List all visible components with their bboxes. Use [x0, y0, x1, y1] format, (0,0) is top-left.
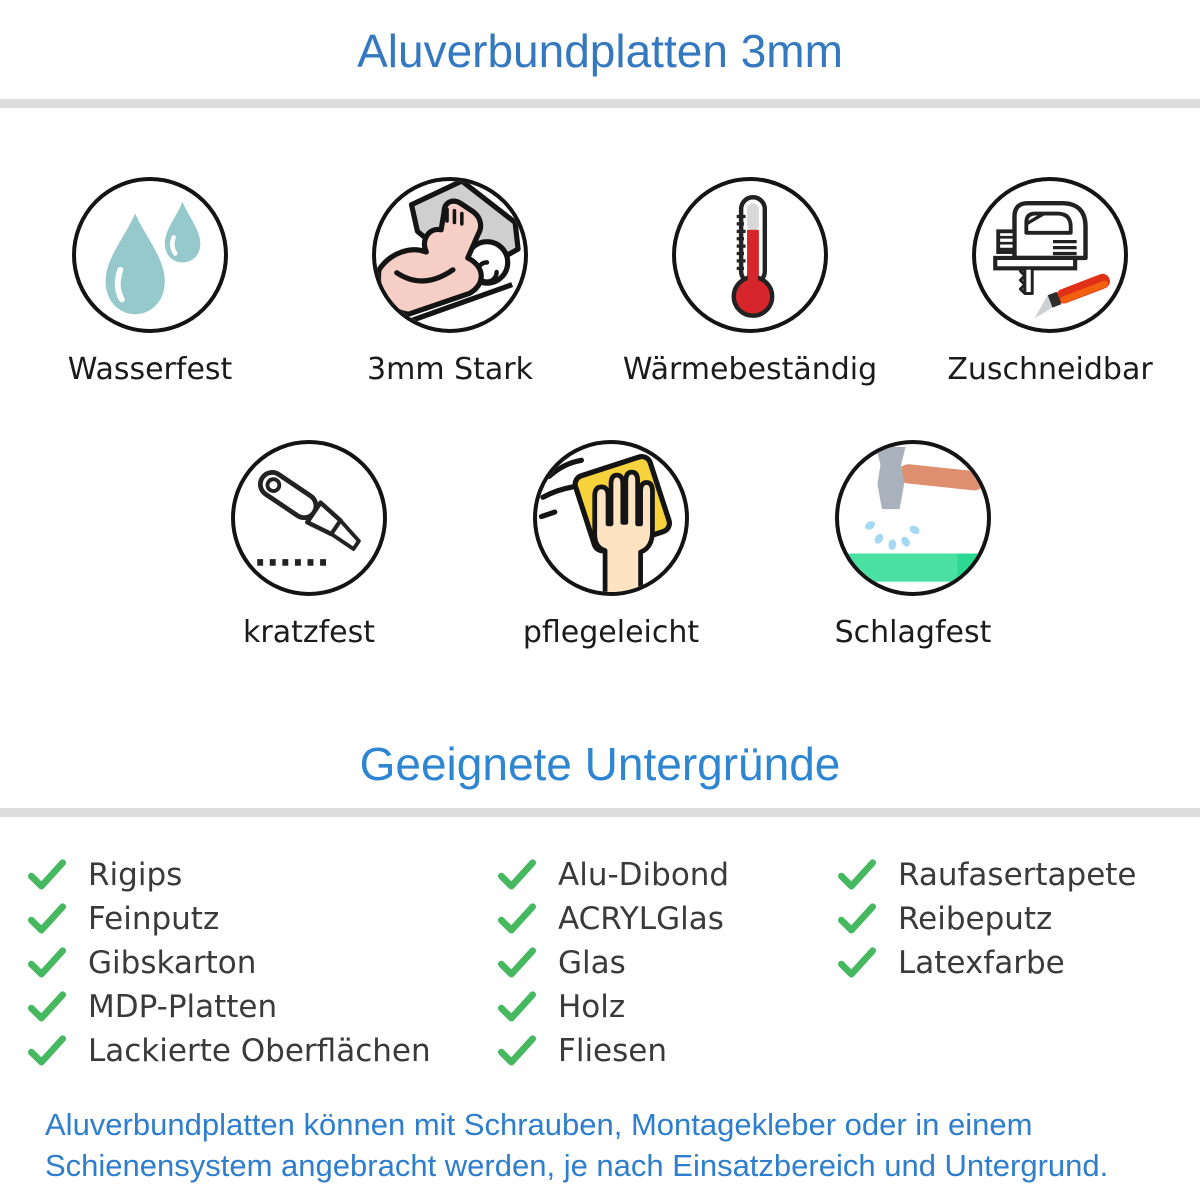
- utility-knife-icon: [231, 440, 387, 596]
- check-icon: [28, 947, 66, 979]
- list-item: [28, 897, 431, 941]
- list-item: [838, 941, 1137, 985]
- check-icon: [498, 1035, 536, 1067]
- list-item: [498, 985, 729, 1029]
- feature-label: Schlagfest: [834, 615, 992, 650]
- list-item-label: MDP-Platten: [88, 989, 278, 1025]
- check-icon: [838, 859, 876, 891]
- divider-top: [0, 99, 1200, 108]
- list-item-label: Gibskarton: [88, 945, 257, 981]
- check-icon: [498, 903, 536, 935]
- feature-label: 3mm Stark: [367, 352, 533, 387]
- list-item-label: ACRYLGlas: [558, 901, 724, 937]
- list-item-label: Glas: [558, 945, 626, 981]
- list-item-label: Holz: [558, 989, 626, 1025]
- feature-waermebestaendig: [600, 177, 900, 387]
- feature-row-1: [0, 177, 1200, 387]
- mounting-note-line-1: Aluverbundplatten können mit Schrauben, Montagekleber oder in einem: [45, 1107, 1033, 1142]
- list-item-label: Raufasertapete: [898, 857, 1137, 893]
- feature-3mm-stark: [300, 177, 600, 387]
- list-item: [28, 853, 431, 897]
- feature-row-2: [158, 440, 1064, 650]
- feature-label: Wasserfest: [67, 352, 233, 387]
- list-item: [498, 941, 729, 985]
- substrates-column-3: [838, 853, 1137, 985]
- list-item-label: Alu-Dibond: [558, 857, 730, 893]
- check-icon: [28, 1035, 66, 1067]
- feature-label: kratzfest: [242, 615, 375, 650]
- feature-label: Wärmebeständig: [622, 352, 878, 387]
- substrates-heading: Geeignete Untergründe: [359, 738, 841, 790]
- check-icon: [28, 903, 66, 935]
- feature-zuschneidbar: [900, 177, 1200, 387]
- feature-pflegeleicht: [460, 440, 762, 650]
- check-icon: [838, 947, 876, 979]
- list-item-label: Reibeputz: [898, 901, 1053, 937]
- water-drops-icon: [72, 177, 228, 333]
- divider-middle: [0, 808, 1200, 817]
- thermometer-icon: [672, 177, 828, 333]
- substrates-column-2: [498, 853, 729, 1073]
- feature-wasserfest: [0, 177, 300, 387]
- feature-schlagfest: [762, 440, 1064, 650]
- list-item: [28, 985, 431, 1029]
- feature-label: pflegeleicht: [522, 615, 700, 650]
- list-item: [28, 1029, 431, 1073]
- list-item: [498, 853, 729, 897]
- mounting-note-line-2: Schienensystem angebracht werden, je nach Einsatzbereich und Untergrund.: [45, 1148, 1109, 1183]
- check-icon: [838, 903, 876, 935]
- page-title: Aluverbundplatten 3mm: [357, 25, 843, 77]
- check-icon: [498, 991, 536, 1023]
- substrates-column-1: [28, 853, 431, 1073]
- mounting-note: [45, 1104, 1185, 1186]
- hand-cloth-wipe-icon: [533, 440, 689, 596]
- list-item-label: Feinputz: [88, 901, 220, 937]
- list-item-label: Fliesen: [558, 1033, 667, 1069]
- list-item-label: Latexfarbe: [898, 945, 1065, 981]
- flexed-arm-panel-icon: [372, 177, 528, 333]
- list-item: [838, 897, 1137, 941]
- hammer-impact-icon: [835, 440, 991, 596]
- list-item: [28, 941, 431, 985]
- jigsaw-and-knife-icon: [972, 177, 1128, 333]
- check-icon: [28, 991, 66, 1023]
- list-item: [498, 897, 729, 941]
- list-item: [838, 853, 1137, 897]
- list-item: [498, 1029, 729, 1073]
- check-icon: [498, 859, 536, 891]
- feature-label: Zuschneidbar: [947, 352, 1153, 387]
- check-icon: [28, 859, 66, 891]
- list-item-label: Rigips: [88, 857, 183, 893]
- feature-kratzfest: [158, 440, 460, 650]
- list-item-label: Lackierte Oberflächen: [88, 1033, 431, 1069]
- check-icon: [498, 947, 536, 979]
